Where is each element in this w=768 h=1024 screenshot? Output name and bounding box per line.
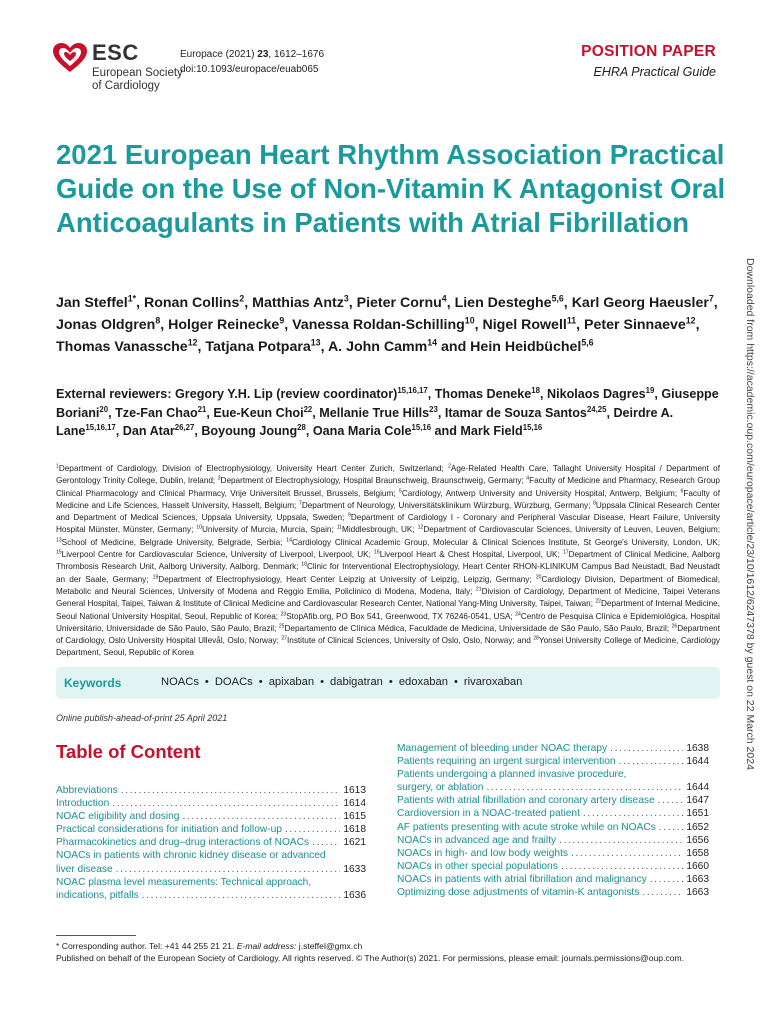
- reviewer: [201, 424, 306, 438]
- reviewer: [313, 424, 431, 438]
- keyword[interactable]: NOACs: [161, 676, 199, 688]
- toc-entry[interactable]: [56, 810, 366, 823]
- toc-page-number: 1638: [686, 743, 709, 754]
- affiliation-text: Uppsala Clinical Research Center and Department of Medical Sciences, Uppsala University, Uppsala, Sweden;: [56, 500, 721, 523]
- author-name: Peter Sinnaeve: [584, 317, 686, 333]
- affiliation-number: 8: [593, 500, 596, 507]
- author-affiliation-ref: 7: [708, 293, 714, 304]
- author: [144, 295, 244, 311]
- toc-entry[interactable]: [397, 742, 709, 755]
- toc-entry-title: indications, pitfalls: [56, 889, 139, 901]
- reviewer: [115, 406, 206, 420]
- paper-type-label: POSITION PAPER: [581, 43, 716, 60]
- reviewer-affiliation-ref: 15,16: [411, 422, 432, 432]
- reviewer-affiliation-ref: 18: [531, 385, 540, 395]
- reviewer-affiliation-ref: 20: [99, 404, 109, 414]
- author-affiliation-ref: 2: [239, 293, 245, 304]
- author: [205, 339, 320, 355]
- author-name: Jan Steffel: [56, 295, 128, 311]
- reviewer: [213, 406, 312, 420]
- toc-entry[interactable]: [56, 889, 366, 902]
- affiliation-number: 7: [299, 500, 302, 507]
- affiliation-number: 23: [280, 610, 287, 617]
- reviewer-name: and Mark Field: [434, 424, 523, 438]
- author-name: Thomas Vanassche: [56, 339, 188, 355]
- affiliation-number: 15: [56, 549, 62, 556]
- toc-entry[interactable]: [397, 821, 709, 834]
- affiliation: [281, 612, 513, 621]
- author: [357, 295, 447, 311]
- affiliation-text: Liverpool Centre for Cardiovascular Science, University of Liverpool, Liverpool, UK;: [61, 550, 371, 560]
- affiliation-number: 14: [286, 537, 292, 544]
- affiliation-text: Department of Clinical Medicine, Aalborg Thrombosis Research Unit, Aalborg University, Aalborg, Denmark;: [56, 550, 721, 572]
- affiliation-number: 3: [217, 475, 221, 482]
- author-affiliation-ref: 4: [441, 293, 447, 304]
- reviewer-affiliation-ref: 15,16,17: [85, 422, 116, 432]
- toc-leader-dots: [658, 794, 684, 807]
- author-affiliation-ref: 12: [685, 315, 696, 326]
- reviewer-affiliation-ref: 23: [429, 404, 438, 414]
- affiliation-text: Department of Electrophysiology, Heart Center Leipzig at University of Leipzig, Leipzig, Germany;: [158, 574, 532, 584]
- toc-leader-dots: [486, 781, 683, 794]
- toc-page-number: 1644: [686, 782, 709, 794]
- affiliation: [56, 538, 283, 547]
- toc-page-number: 1618: [343, 824, 366, 836]
- author-affiliation-ref: 13: [310, 337, 321, 348]
- toc-leader-dots: [610, 742, 683, 755]
- keyword[interactable]: apixaban: [268, 676, 315, 688]
- affiliation-number: 22: [595, 598, 602, 605]
- affiliation-text: Liverpool Heart & Chest Hospital, Liverpool, UK;: [379, 550, 560, 560]
- logo-mark: ESC: [92, 40, 139, 65]
- affiliation-number: 4: [526, 475, 530, 482]
- journal-doi[interactable]: doi:10.1093/europace/euab065: [180, 64, 319, 75]
- affiliation-number: 27: [281, 635, 287, 642]
- author-name: and Hein Heidbüchel: [441, 339, 582, 355]
- toc-leader-dots: [285, 823, 340, 836]
- reviewer-name: Oana Maria Cole: [312, 424, 412, 438]
- affiliation-text: StopAfib.org, PO Box 541, Greenwood, TX 76246-0541, USA;: [286, 611, 513, 621]
- toc-page-number: 1636: [343, 889, 366, 901]
- toc-leader-dots: [142, 889, 341, 902]
- affiliation-number: 21: [475, 586, 482, 593]
- reviewer: [435, 387, 540, 401]
- download-watermark: Downloaded from https://academic.oup.com/europace/article/23/10/1612/6247378 by guest on 22 March 2024: [744, 258, 756, 770]
- author-name: Matthias Antz: [252, 295, 344, 311]
- affiliation-text: Institute of Clinical Sciences, University of Oslo, Oslo, Norway; and: [286, 636, 531, 646]
- affiliation-text: Faculty of Medicine and Life Sciences, Hasselt University, Hasselt, Belgium;: [56, 488, 720, 510]
- toc-entry-title: Patients with atrial fibrillation and coronary artery disease: [397, 795, 655, 807]
- author-affiliation-ref: 8: [155, 315, 161, 326]
- toc-entry[interactable]: [397, 834, 709, 847]
- affiliation-text: Faculty of Medicine and Pharmacy, Research Group Clinical Pharmacology and Clinical Pharmacy, Vrije Universiteit Brussel, Brussels, Belgium;: [56, 476, 720, 498]
- toc-entry[interactable]: [397, 873, 709, 886]
- toc-page-number: 1615: [343, 811, 366, 823]
- toc-leader-dots: [642, 886, 683, 899]
- affiliation-text: Middlesbrough, UK;: [342, 525, 415, 535]
- keyword-separator: •: [258, 676, 263, 688]
- toc-column-right: [397, 742, 709, 899]
- affiliation: [153, 575, 532, 584]
- toc-entry-title: Cardioversion in a NOAC-treated patient: [397, 808, 580, 820]
- toc-leader-dots: [112, 797, 340, 810]
- toc-entry[interactable]: [397, 781, 709, 794]
- author: [328, 339, 437, 355]
- affiliation-number: 28: [533, 635, 539, 642]
- affiliation: [56, 550, 371, 559]
- toc-page-number: 1614: [343, 798, 366, 810]
- affiliation-text: Division of Cardiology, Department of Medicine, Taipei Veterans General Hospital, Taipei, Taiwan & Institute of Clinical Medicine and Cardiovascular Research Center, National Yang-Ming University, Taipei, Taiwan;: [56, 586, 720, 609]
- email-link[interactable]: j.steffel@gmx.ch: [298, 941, 363, 951]
- author-name: Pieter Cornu: [356, 295, 442, 311]
- author: [482, 317, 576, 333]
- toc-entry[interactable]: [56, 784, 366, 797]
- toc-leader-dots: [559, 834, 683, 847]
- author-name: Vanessa Roldan-Schilling: [292, 317, 465, 333]
- toc-page-number: 1621: [343, 837, 366, 849]
- affiliation-number: 10: [196, 524, 203, 531]
- email-label: E-mail address:: [236, 941, 297, 951]
- affiliation-number: 12: [417, 524, 424, 531]
- reviewer: [445, 406, 607, 420]
- toc-leader-dots: [312, 836, 340, 849]
- toc-leader-dots: [650, 873, 684, 886]
- affiliation-number: 20: [535, 573, 542, 580]
- toc-entry[interactable]: [397, 755, 709, 768]
- keywords-bar: [56, 667, 720, 699]
- footnote: [56, 940, 736, 964]
- reviewer-name: Mellanie True Hills: [319, 405, 430, 420]
- toc-entry[interactable]: [397, 847, 709, 860]
- toc-page-number: 1644: [686, 756, 709, 768]
- reviewer-affiliation-ref: 26,27: [174, 422, 195, 432]
- reviewer-affiliation-ref: 22: [303, 404, 313, 414]
- keyword-separator: •: [320, 676, 325, 688]
- keyword[interactable]: edoxaban: [398, 676, 448, 688]
- author-name: A. John Camm: [327, 339, 428, 355]
- reviewer: [123, 424, 195, 438]
- author-name: Holger Reinecke: [168, 317, 280, 333]
- reviewer: [175, 387, 428, 401]
- affiliation: [299, 501, 590, 510]
- paper-type: [581, 43, 716, 79]
- toc-entry[interactable]: [397, 860, 709, 873]
- reviewer-names: Gregory Y.H. Lip (review coordinator)$^{15,16,17}$, Thomas Deneke$^{18}$, Nikolaos Dagres$^{19}$, Giuseppe Boriani$^{20}$, Tze-Fan Chao$^{21}$, Eue-Keun Choi$^{22}$, Mellanie True Hills$^{23}$, Itamar de Souza Santos$^{24,25}$, Deirdre A. Lane$^{15,16,17}$, Dan Atar$^{26,27}$, Boyoung Joung$^{28}$, Oana Maria Cole$^{15,16}$ and Mark Field$^{15,16}$: [56, 385, 719, 438]
- author: [56, 295, 136, 311]
- reviewer-affiliation-ref: 24,25: [586, 404, 607, 414]
- journal-name: Europace: [180, 49, 223, 60]
- article-title: 2021 European Heart Rhythm Association Practical Guide on the Use of Non-Vitamin K Antagonist Oral Anticoagulants in Patients with Atrial Fibrillation: [56, 139, 726, 238]
- author: [441, 339, 594, 355]
- affiliation-text: Department of Electrophysiology, Hospital Braunschweig, Braunschweig, Germany;: [220, 476, 524, 486]
- reviewer-name: Tze-Fan Chao: [115, 405, 198, 420]
- toc-entry-title: liver disease: [56, 863, 113, 875]
- reviewers-label: External reviewers:: [56, 387, 172, 401]
- affiliation-number: 24: [515, 610, 521, 617]
- affiliation-text: Departamento de Clínica Médica, Faculdade de Medicina, Universidade de São Paulo, São Paulo, Brazil;: [284, 623, 670, 633]
- reviewer-name: Dan Atar: [122, 424, 175, 438]
- author: [56, 339, 198, 355]
- toc-entry-title: Abbreviations: [56, 785, 118, 796]
- affiliation-number: 6: [680, 487, 684, 494]
- reviewer-name: Gregory Y.H. Lip (review coordinator): [175, 387, 398, 401]
- toc-entry[interactable]: [56, 863, 366, 876]
- toc-entry-continued[interactable]: NOACs in patients with chronic kidney disease or advanced: [56, 850, 326, 862]
- reviewer-name: Boyoung Joung: [201, 424, 298, 438]
- heart-logo-icon: [52, 42, 88, 74]
- affiliation: [218, 476, 524, 485]
- toc-page-number: 1663: [686, 873, 709, 885]
- affiliation-number: 2: [448, 463, 451, 470]
- reviewer: [547, 387, 654, 401]
- journal-year: (2021): [225, 49, 255, 60]
- affiliation: [374, 550, 560, 559]
- author-name: Jonas Oldgren: [56, 317, 156, 333]
- reviewer-name: Itamar de Souza Santos: [444, 405, 587, 420]
- affiliation-number: 18: [301, 561, 307, 568]
- affiliation: [281, 636, 530, 645]
- toc-leader-dots: [583, 807, 683, 820]
- affiliation-number: 1: [56, 463, 59, 470]
- toc-heading: Table of Content: [56, 741, 201, 762]
- toc-leader-dots: [116, 863, 341, 876]
- toc-page-number: 1633: [343, 863, 366, 875]
- affiliation-number: 11: [336, 524, 343, 531]
- toc-entry-title: NOACs in patients with atrial fibrillation and malignancy: [397, 873, 647, 885]
- toc-entry-title: Patients requiring an urgent surgical intervention: [397, 756, 616, 768]
- corresponding-author: * Corresponding author. Tel: +41 44 255 21 21.: [56, 941, 235, 951]
- affiliation-text: Yonsei University College of Medicine, Cardiology Department, Seoul, Republic of Korea: [56, 636, 720, 658]
- affiliation-number: 25: [278, 623, 285, 630]
- toc-leader-dots: [619, 755, 684, 768]
- toc-entry-title: Management of bleeding under NOAC therapy: [397, 743, 608, 754]
- author: [572, 295, 714, 311]
- keywords-list: [161, 676, 522, 688]
- toc-entry[interactable]: [56, 797, 366, 810]
- reviewer-affiliation-ref: 15,16,17: [397, 385, 428, 395]
- reviewer-affiliation-ref: 21: [197, 404, 207, 414]
- author-affiliation-ref: 11: [566, 315, 577, 326]
- toc-page-number: 1656: [686, 834, 709, 846]
- toc-entry-continued[interactable]: NOAC plasma level measurements: Technical approach,: [56, 876, 312, 888]
- toc-entry-title: Optimizing dose adjustments of vitamin-K antagonists: [397, 887, 640, 899]
- reviewer-name: Nikolaos Dagres: [546, 387, 646, 401]
- affiliations: [56, 463, 720, 660]
- reviewer-name: Giuseppe Boriani: [56, 387, 719, 420]
- affiliation-text: Department of Cardiology I - Coronary and Peripheral Vascular Disease, Heart Failure, University Hospital Münster, Münster, Germany;: [56, 513, 720, 535]
- affiliation: [337, 525, 415, 534]
- author: [56, 317, 160, 333]
- toc-page-number: 1660: [686, 860, 709, 872]
- author-affiliation-ref: 1*: [127, 293, 137, 304]
- keyword-separator: •: [453, 676, 458, 688]
- affiliation-text: Department of Cardiovascular Sciences, University of Leuven, Leuven, Belgium;: [423, 525, 720, 535]
- toc-entry[interactable]: [397, 807, 709, 820]
- reviewer-affiliation-ref: 28: [297, 422, 306, 432]
- keywords-label: Keywords: [64, 676, 122, 690]
- keyword-separator: •: [388, 676, 393, 688]
- keyword[interactable]: dabigatran: [330, 676, 383, 688]
- toc-page-number: 1647: [686, 795, 709, 807]
- affiliation-text: Department of Cardiology, Division of Electrophysiology, University Heart Center Zurich, Switzerland;: [58, 464, 444, 473]
- keyword-separator: •: [204, 676, 209, 688]
- author-affiliation-ref: 12: [187, 337, 198, 348]
- author: [292, 317, 474, 333]
- author-affiliation-ref: 14: [427, 337, 438, 348]
- toc-entry[interactable]: [56, 836, 366, 849]
- affiliation: [56, 464, 444, 473]
- author-affiliation-ref: 10: [464, 315, 475, 326]
- affiliation-text: Cardiology Division, Department of Biomedical, Metabolic and Neural Sciences, University of Modena and Reggio Emilia, Policlinico di Modena, Modena, Italy;: [56, 574, 721, 596]
- toc-page-number: 1658: [686, 847, 709, 859]
- affiliation-number: 5: [398, 487, 402, 494]
- author-name: Ronan Collins: [143, 295, 240, 311]
- affiliation: [286, 538, 720, 547]
- author-name: Lien Desteghe: [454, 295, 552, 311]
- reviewer-affiliation-ref: 19: [645, 385, 655, 395]
- author-affiliation-ref: 3: [343, 293, 349, 304]
- affiliation: [196, 525, 333, 534]
- toc-entry-continued[interactable]: Patients undergoing a planned invasive procedure,: [397, 769, 627, 781]
- footnote-divider: [56, 935, 136, 936]
- affiliation: [399, 489, 677, 498]
- publication-notice: Published on behalf of the European Society of Cardiology. All rights reserved. © The Author(s) 2021. For permissions, please email: journals.permissions@oup.com.: [56, 953, 685, 963]
- reviewer: [435, 424, 543, 438]
- toc-page-number: 1663: [686, 887, 709, 899]
- affiliation-number: 13: [56, 537, 62, 544]
- toc-entry[interactable]: [397, 794, 709, 807]
- toc-column-left: [56, 784, 366, 902]
- keyword[interactable]: rivaroxaban: [463, 676, 523, 688]
- affiliation-number: 16: [374, 549, 380, 556]
- affiliation-text: Centro de Pesquisa Clínica e Epidemiológica, Hospital Universitário, Universidade de São Paulo, São Paulo, Brazil;: [56, 611, 720, 633]
- affiliation-text: Department of Cardiology, Oslo University Hospital Ullevål, Oslo, Norway;: [56, 623, 720, 646]
- author: [252, 295, 349, 311]
- affiliation-text: Cardiology Clinical Academic Group, Molecular & Clinical Sciences Institute, St George's University, London, UK;: [291, 537, 720, 547]
- toc-entry-title: surgery, or ablation: [397, 782, 484, 794]
- author-name: Nigel Rowell: [482, 317, 567, 333]
- keyword[interactable]: DOACs: [214, 676, 253, 688]
- reviewer-name: Thomas Deneke: [434, 387, 532, 401]
- affiliation-text: University of Murcia, Murcia, Spain;: [202, 525, 334, 535]
- journal-pages: , 1612–1676: [268, 49, 325, 60]
- publish-date: Online publish-ahead-of-print 25 April 2021: [56, 713, 228, 723]
- toc-entry-title: Introduction: [56, 798, 110, 810]
- affiliation-number: 9: [348, 512, 351, 519]
- author: [455, 295, 564, 311]
- author-name: Karl Georg Haeusler: [571, 295, 709, 311]
- toc-entry-title: NOACs in other special populations: [397, 860, 558, 872]
- affiliation-text: Department of Neurology, Universitätsklinikum Würzburg, Würzburg, Germany;: [301, 500, 591, 510]
- journal-volume: 23: [257, 49, 269, 60]
- author: [168, 317, 284, 333]
- reviewer-name: Deirdre A. Lane: [56, 405, 674, 438]
- reviewer-name: Eue-Keun Choi: [213, 405, 304, 420]
- toc-page-number: 1613: [343, 785, 366, 796]
- affiliation-number: 19: [152, 573, 159, 580]
- toc-leader-dots: [182, 810, 340, 823]
- toc-entry[interactable]: [56, 823, 366, 836]
- author-name: Tatjana Potpara: [205, 339, 311, 355]
- affiliation: [418, 525, 720, 534]
- reviewer-affiliation-ref: 15,16: [522, 422, 543, 432]
- toc-page-number: 1651: [686, 808, 709, 820]
- affiliation-number: 17: [562, 549, 569, 556]
- affiliation-text: Cardiology, Antwerp University and University Hospital, Antwerp, Belgium;: [401, 488, 678, 498]
- author-list: Jan Steffel$^{1*}$, Ronan Collins$^2$, Matthias Antz$^3$, Pieter Cornu$^4$, Lien Desteghe$^{5,6}$, Karl Georg Haeusler$^7$, Jonas Oldgren$^8$, Holger Reinecke$^9$, Vanessa Roldan-Schilling$^{10}$, Nigel Rowell$^{11}$, Peter Sinnaeve$^{12}$, Thomas Vanassche$^{12}$, Tatjana Potpara$^{13}$, A. John Camm$^{14}$ and Hein Heidbüchel$^{5,6}$: [56, 293, 718, 355]
- paper-type-subtitle: EHRA Practical Guide: [593, 65, 716, 79]
- reviewer-list: [56, 385, 726, 441]
- toc-entry-title: Pharmacokinetics and drug–drug interactions of NOACs: [56, 837, 310, 849]
- logo-society-name: European Society of Cardiology: [92, 67, 183, 92]
- toc-entry-title: NOACs in high- and low body weights: [397, 847, 569, 859]
- affiliation-text: School of Medicine, Belgrade University, Belgrade, Serbia;: [61, 537, 283, 547]
- author-affiliation-ref: 9: [279, 315, 285, 326]
- toc-page-number: 1652: [686, 821, 709, 833]
- author-affiliation-ref: 5,6: [551, 293, 564, 304]
- esc-logo: [52, 40, 183, 96]
- toc-entry-title: NOACs in advanced age and frailty: [397, 834, 557, 846]
- affiliation-text: Age-Related Health Care, Tallaght University Hospital / Department of Gerontology Trinity College, Dublin, Ireland;: [56, 464, 721, 486]
- toc-entry-title: AF patients presenting with acute stroke while on NOACs: [397, 821, 656, 833]
- toc-entry[interactable]: [397, 886, 709, 899]
- toc-entry-title: Practical considerations for initiation and follow-up: [56, 824, 282, 836]
- affiliation-text: Clinic for Interventional Electrophysiology, Heart Center RHON-KLINIKUM Campus Bad Neustadt, Bad Neustadt an der Saale, Germany;: [56, 562, 721, 584]
- author-affiliation-ref: 5,6: [581, 337, 594, 348]
- affiliation-text: Department of Internal Medicine, Seoul National University Hospital, Seoul, Republic of Korea;: [56, 599, 720, 621]
- affiliation-number: 26: [671, 623, 678, 630]
- reviewer: [319, 406, 438, 420]
- toc-leader-dots: [659, 821, 684, 834]
- toc-leader-dots: [571, 847, 683, 860]
- journal-citation: [180, 47, 324, 77]
- toc-leader-dots: [561, 860, 684, 873]
- toc-leader-dots: [121, 784, 341, 797]
- affiliation: [279, 624, 669, 633]
- author: [584, 317, 696, 333]
- toc-entry-title: NOAC eligibility and dosing: [56, 811, 180, 823]
